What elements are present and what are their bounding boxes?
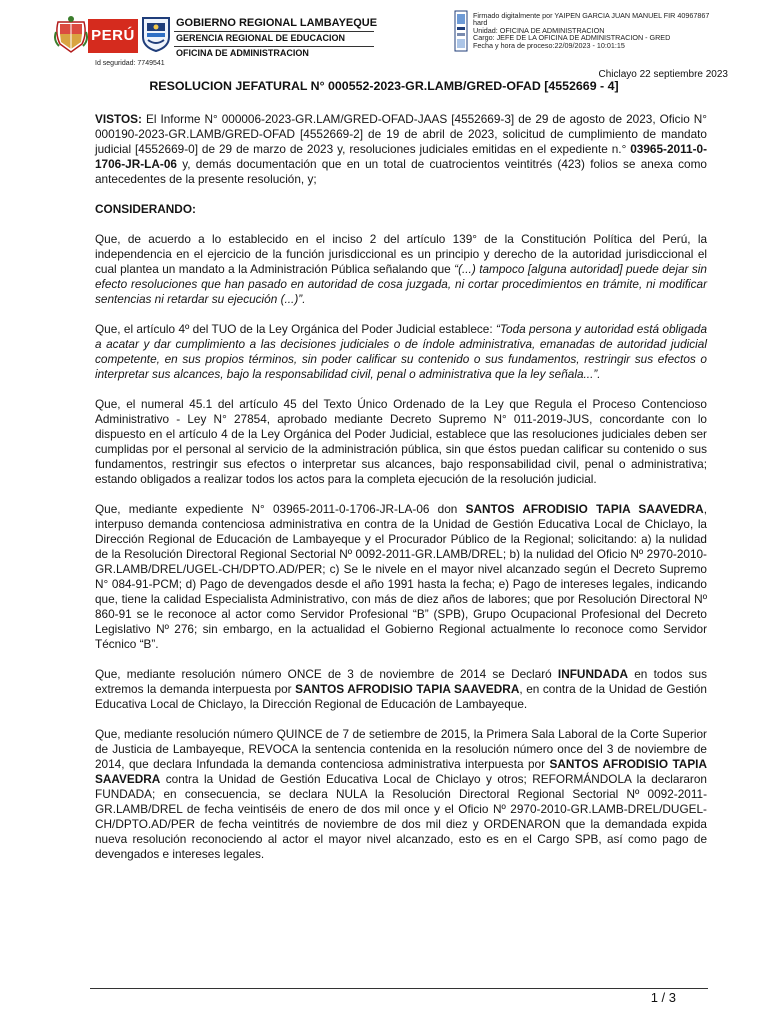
security-id: Id seguridad: 7749541: [95, 60, 165, 67]
peru-coat-of-arms-icon: [54, 14, 88, 54]
text-run: contra la Unidad de Gestión Educativa Local de Chiclayo y otros; REFORMÁNDOLA la declararon FUNDADA; en consecuencia, se declara NULA la Resolución Directoral Regional Sectorial Nº 0092-2011-GR.LAMB/DREL de fecha veintiséis de enero de dos mil once y el Oficio Nº 2970-2010-GR.LAMB-DREL/DUGEL-CH/DPTO.AD/PER de fecha veintitrés de noviembre de dos mil diez y ORDENARON que la demandada expida nueva resolución reconociendo al actor el mayor nivel alcanzado, esto es en el Cargo SPB, así como pago de devengados e intereses legales.: [95, 772, 707, 861]
text-run: El Informe N° 000006-2023-GR.LAM/GRED-OFAD-JAAS [4552669-3] de 29 de agosto de 2023, Oficio N° 000190-2023-GR.LAMB/GRED-OFAD [4552669-2] de 19 de abril de 2023, solicitud de cumplimiento de mandato judicial [4552669-0] de 29 de marzo de 2023 y, resoluciones judiciales emitidas en el expediente n.°: [95, 112, 707, 156]
ruling-word: INFUNDADA: [557, 667, 629, 681]
quote-text: “Toda persona y autoridad está obligada a acatar y dar cumplimiento a las decisiones judiciales o de índole administrativa, emanadas de autoridad judicial competente, en sus propios términos, sin poder calificar su contenido o sus fundamentos, restringir sus efectos o interpretar sus alcances, bajo la responsabilidad civil, penal o administrativa que la ley señala...”.: [95, 322, 708, 381]
paragraph-resolucion-once: [95, 667, 707, 712]
peru-flag-badge: [88, 19, 138, 53]
digital-signature-stamp: [454, 10, 760, 52]
document-body: [95, 112, 707, 877]
text-run: Que, el artículo 4º del TUO de la Ley Orgánica del Poder Judicial establece:: [95, 322, 496, 336]
city-date: Chiclayo 22 septiembre 2023: [598, 69, 728, 80]
paragraph-numeral: Que, el numeral 45.1 del artículo 45 del Texto Único Ordenado de la Ley que Regula el Proceso Contencioso Administrativo - Ley N° 27854, aprobado mediante Decreto Supremo N° 011-2019-JUS, concordante con lo dispuesto en el artículo 4 de la Ley Orgánica del Poder Judicial, establece que las resoluciones judiciales deben ser cumplidas por el personal al servicio de la administración pública, sin que éstos puedan calificar su contenido o sus fundamentos, restringir sus efectos o interpretar sus alcances, bajo responsabilidad civil, penal o administrativa; estando obligados a realizar todos los actos para la completa ejecución de la resolución judicial.: [95, 397, 707, 486]
text-run: y, demás documentación que en un total de cuatrocientos veintitrés (423) folios se anexa como antecedentes de la presente resolución, y;: [95, 157, 707, 186]
org-office: OFICINA DE ADMINISTRACION: [176, 48, 309, 58]
text-run: , interpuso demanda contenciosa administrativa en contra de la Unidad de Gestión Educativa Local de Chiclayo, la Dirección Regional de Educación de Lambayeque y el Procurador Público de la Regional; solicitando: a) la nulidad de la Resolución Directoral Regional Sectorial Nº 0092-2011-GR.LAMB/DREL; b) la nulidad del Oficio Nº 2970-2010-GR.LAMB/DREL/UGEL-CH/DPTO.AD/PER; c) Se le nivele en el mayor nivel alcanzado según el Decreto Supremo N° 084-91-PCM; d) Pago de devengados desde el año 1991 hasta la fecha; e) Pago de intereses legales, indicando que, tiene la calidad Especialista Administrativo, con más de diez años de labores; que por Resolución Directoral Nº 860-91 se le reconoce al actor como Servidor Profesional “B” (SPB), Grupo Ocupacional Profesional del Decreto Legislativo Nº 276; sin embargo, en la actualidad el Gobierno Regional actualmente lo reconoce como Servidor Técnico “B”.: [95, 502, 707, 651]
org-management: GERENCIA REGIONAL DE EDUCACION: [176, 33, 346, 43]
plaintiff-name: SANTOS AFRODISIO TAPIA SAAVEDRA: [95, 757, 707, 786]
org-divider: [174, 46, 374, 47]
paragraph-expediente: [95, 502, 707, 652]
signature-line: Unidad: OFICINA DE ADMINISTRACION: [473, 25, 605, 35]
plaintiff-name: SANTOS AFRODISIO TAPIA SAAVEDRA: [465, 502, 704, 516]
peru-label: PERÚ: [91, 27, 135, 44]
signature-seal-icon: [454, 10, 468, 52]
org-divider: [174, 31, 374, 32]
plaintiff-name: SANTOS AFRODISIO TAPIA SAAVEDRA: [295, 682, 520, 696]
text-run: Que, mediante expediente N° 03965-2011-0-1706-JR-LA-06 don: [95, 502, 466, 516]
case-number: 03965-2011-0-1706-JR-LA-06: [95, 142, 707, 171]
text-run: Que, de acuerdo a lo establecido en el inciso 2 del artículo 139° de la Constitución Política del Perú, la independencia en el ejercicio de la función jurisdiccional es un principio y derecho de la autoridad jurisdiccional el cual plantea un mandato a la Administración Pública señalando que: [95, 232, 707, 276]
text-run: Que, mediante resolución número ONCE de 3 de noviembre de 2014 se Declaró: [95, 667, 558, 681]
org-government: GOBIERNO REGIONAL LAMBAYEQUE: [176, 17, 378, 29]
signature-line: hard: [473, 18, 488, 28]
paragraph-resolucion-quince: [95, 727, 707, 862]
vistos-label: VISTOS:: [95, 112, 142, 126]
page-number: 1 / 3: [650, 990, 676, 1005]
text-run: , en contra de la Unidad de Gestión Educativa Local de Chiclayo, la Dirección Regional de Educación de Lambayeque.: [95, 682, 707, 711]
signature-text: [473, 12, 761, 49]
vistos-paragraph: [95, 112, 707, 187]
organization-block: [176, 16, 377, 61]
text-run: Que, mediante resolución número QUINCE de 7 de setiembre de 2015, la Primera Sala Laboral de la Corte Superior de Justicia de Lambayeque, REVOCA la sentencia contenida en la resolución número once del 3 de noviembre de 2014, que declara Infundada la demanda contenciosa administrativa interpuesta por: [95, 727, 707, 771]
paragraph-constitution: [95, 232, 707, 307]
signature-line: Fecha y hora de proceso:22/09/2023 - 10:01:15: [473, 40, 625, 50]
signature-line: Firmado digitalmente por YAIPEN GARCIA JUAN MANUEL FIR 40967867: [473, 11, 710, 20]
resolution-title: RESOLUCION JEFATURAL N° 000552-2023-GR.LAMB/GRED-OFAD [4552669 - 4]: [149, 79, 619, 93]
considerando-heading: CONSIDERANDO:: [95, 202, 196, 216]
text-run: en todos sus extremos la demanda interpuesta por: [95, 667, 707, 696]
signature-line: Cargo: JEFE DE LA OFICINA DE ADMINISTRACION - GRED: [473, 33, 671, 43]
paragraph-tuo: [95, 322, 707, 382]
regional-seal-icon: [140, 15, 172, 53]
footer-divider: [90, 988, 708, 989]
quote-text: “(...) tampoco [alguna autoridad] puede dejar sin efecto resoluciones que han pasado en autoridad de cosa juzgada, ni cortar procedimientos en trámite, ni modificar sentencias ni retardar su ejecución (...)”.: [95, 262, 707, 306]
